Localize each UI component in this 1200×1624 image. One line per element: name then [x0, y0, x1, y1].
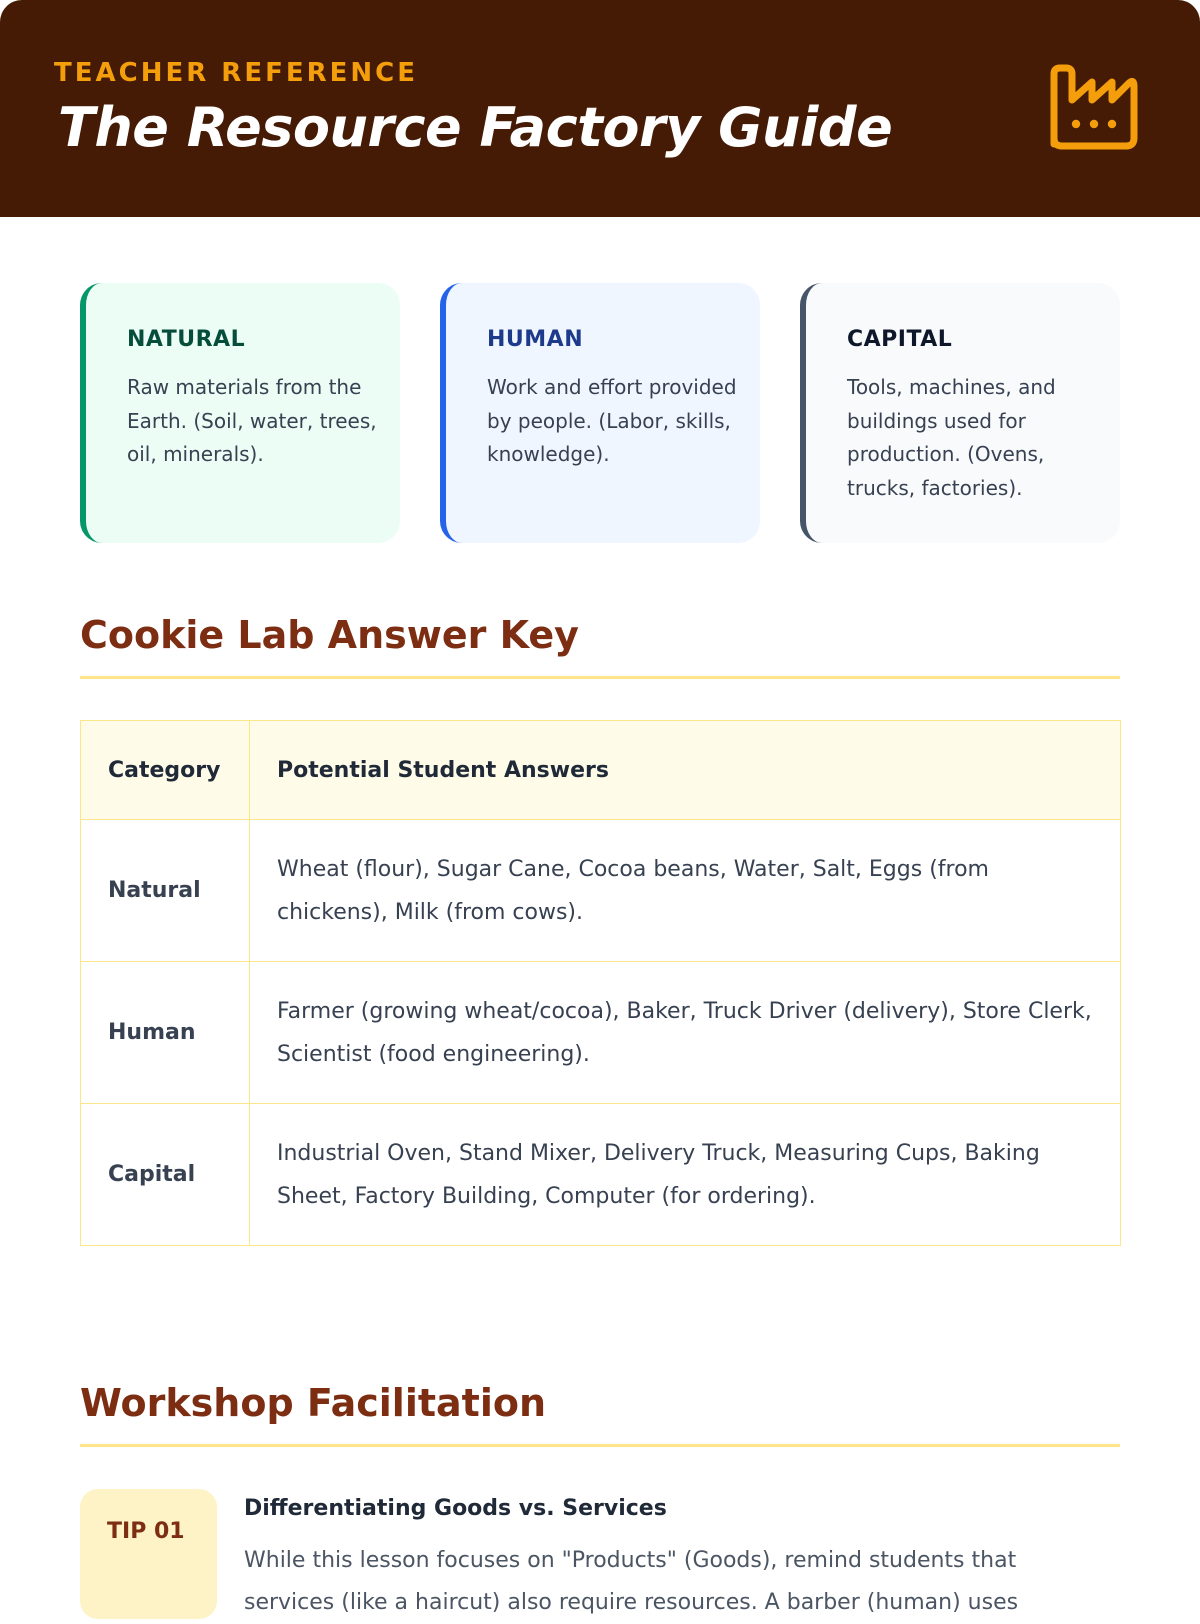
factory-icon — [1046, 60, 1142, 156]
tip-number: TIP 01 — [107, 1519, 185, 1544]
category-cell: Human — [81, 962, 250, 1104]
table-row — [81, 962, 1121, 1104]
table-row — [81, 820, 1121, 962]
tip-badge — [80, 1489, 217, 1619]
answers-cell: Wheat (flour), Sugar Cane, Cocoa beans, Water, Salt, Eggs (from chickens), Milk (from cows). — [250, 820, 1121, 962]
column-header-category: Category — [81, 721, 250, 820]
card-description: Tools, machines, and buildings used for production. (Ovens, trucks, factories). — [847, 375, 1056, 500]
category-cell: Capital — [81, 1104, 250, 1246]
resource-cards — [80, 283, 1120, 543]
section-divider — [80, 676, 1120, 679]
page-header — [0, 0, 1200, 217]
category-cell: Natural — [81, 820, 250, 962]
card-human — [440, 283, 760, 543]
answer-key-heading: Cookie Lab Answer Key — [80, 613, 579, 657]
card-natural — [80, 283, 400, 543]
page-title: The Resource Factory Guide — [58, 96, 893, 159]
table-header-row — [81, 721, 1121, 820]
column-header-answers: Potential Student Answers — [250, 721, 1121, 820]
card-title: HUMAN — [487, 327, 584, 352]
tip-title: Differentiating Goods vs. Services — [244, 1496, 667, 1521]
answer-key-table — [80, 720, 1121, 1246]
card-title: NATURAL — [127, 327, 246, 352]
answers-cell: Industrial Oven, Stand Mixer, Delivery Truck, Measuring Cups, Baking Sheet, Factory Building, Computer (for ordering). — [250, 1104, 1121, 1246]
card-description: Raw materials from the Earth. (Soil, water, trees, oil, minerals). — [127, 375, 377, 466]
card-description: Work and effort provided by people. (Labor, skills, knowledge). — [487, 375, 737, 466]
header-eyebrow: TEACHER REFERENCE — [54, 58, 418, 88]
card-title: CAPITAL — [847, 327, 953, 352]
section-divider — [80, 1444, 1120, 1447]
tip-text: While this lesson focuses on "Products" (Goods), remind students that services (like a haircut) also require resources. A barber (human) uses — [244, 1548, 1019, 1615]
card-capital — [800, 283, 1120, 543]
workshop-heading: Workshop Facilitation — [80, 1381, 547, 1425]
table-row — [81, 1104, 1121, 1246]
answers-cell: Farmer (growing wheat/cocoa), Baker, Truck Driver (delivery), Store Clerk, Scientist (food engineering). — [250, 962, 1121, 1104]
